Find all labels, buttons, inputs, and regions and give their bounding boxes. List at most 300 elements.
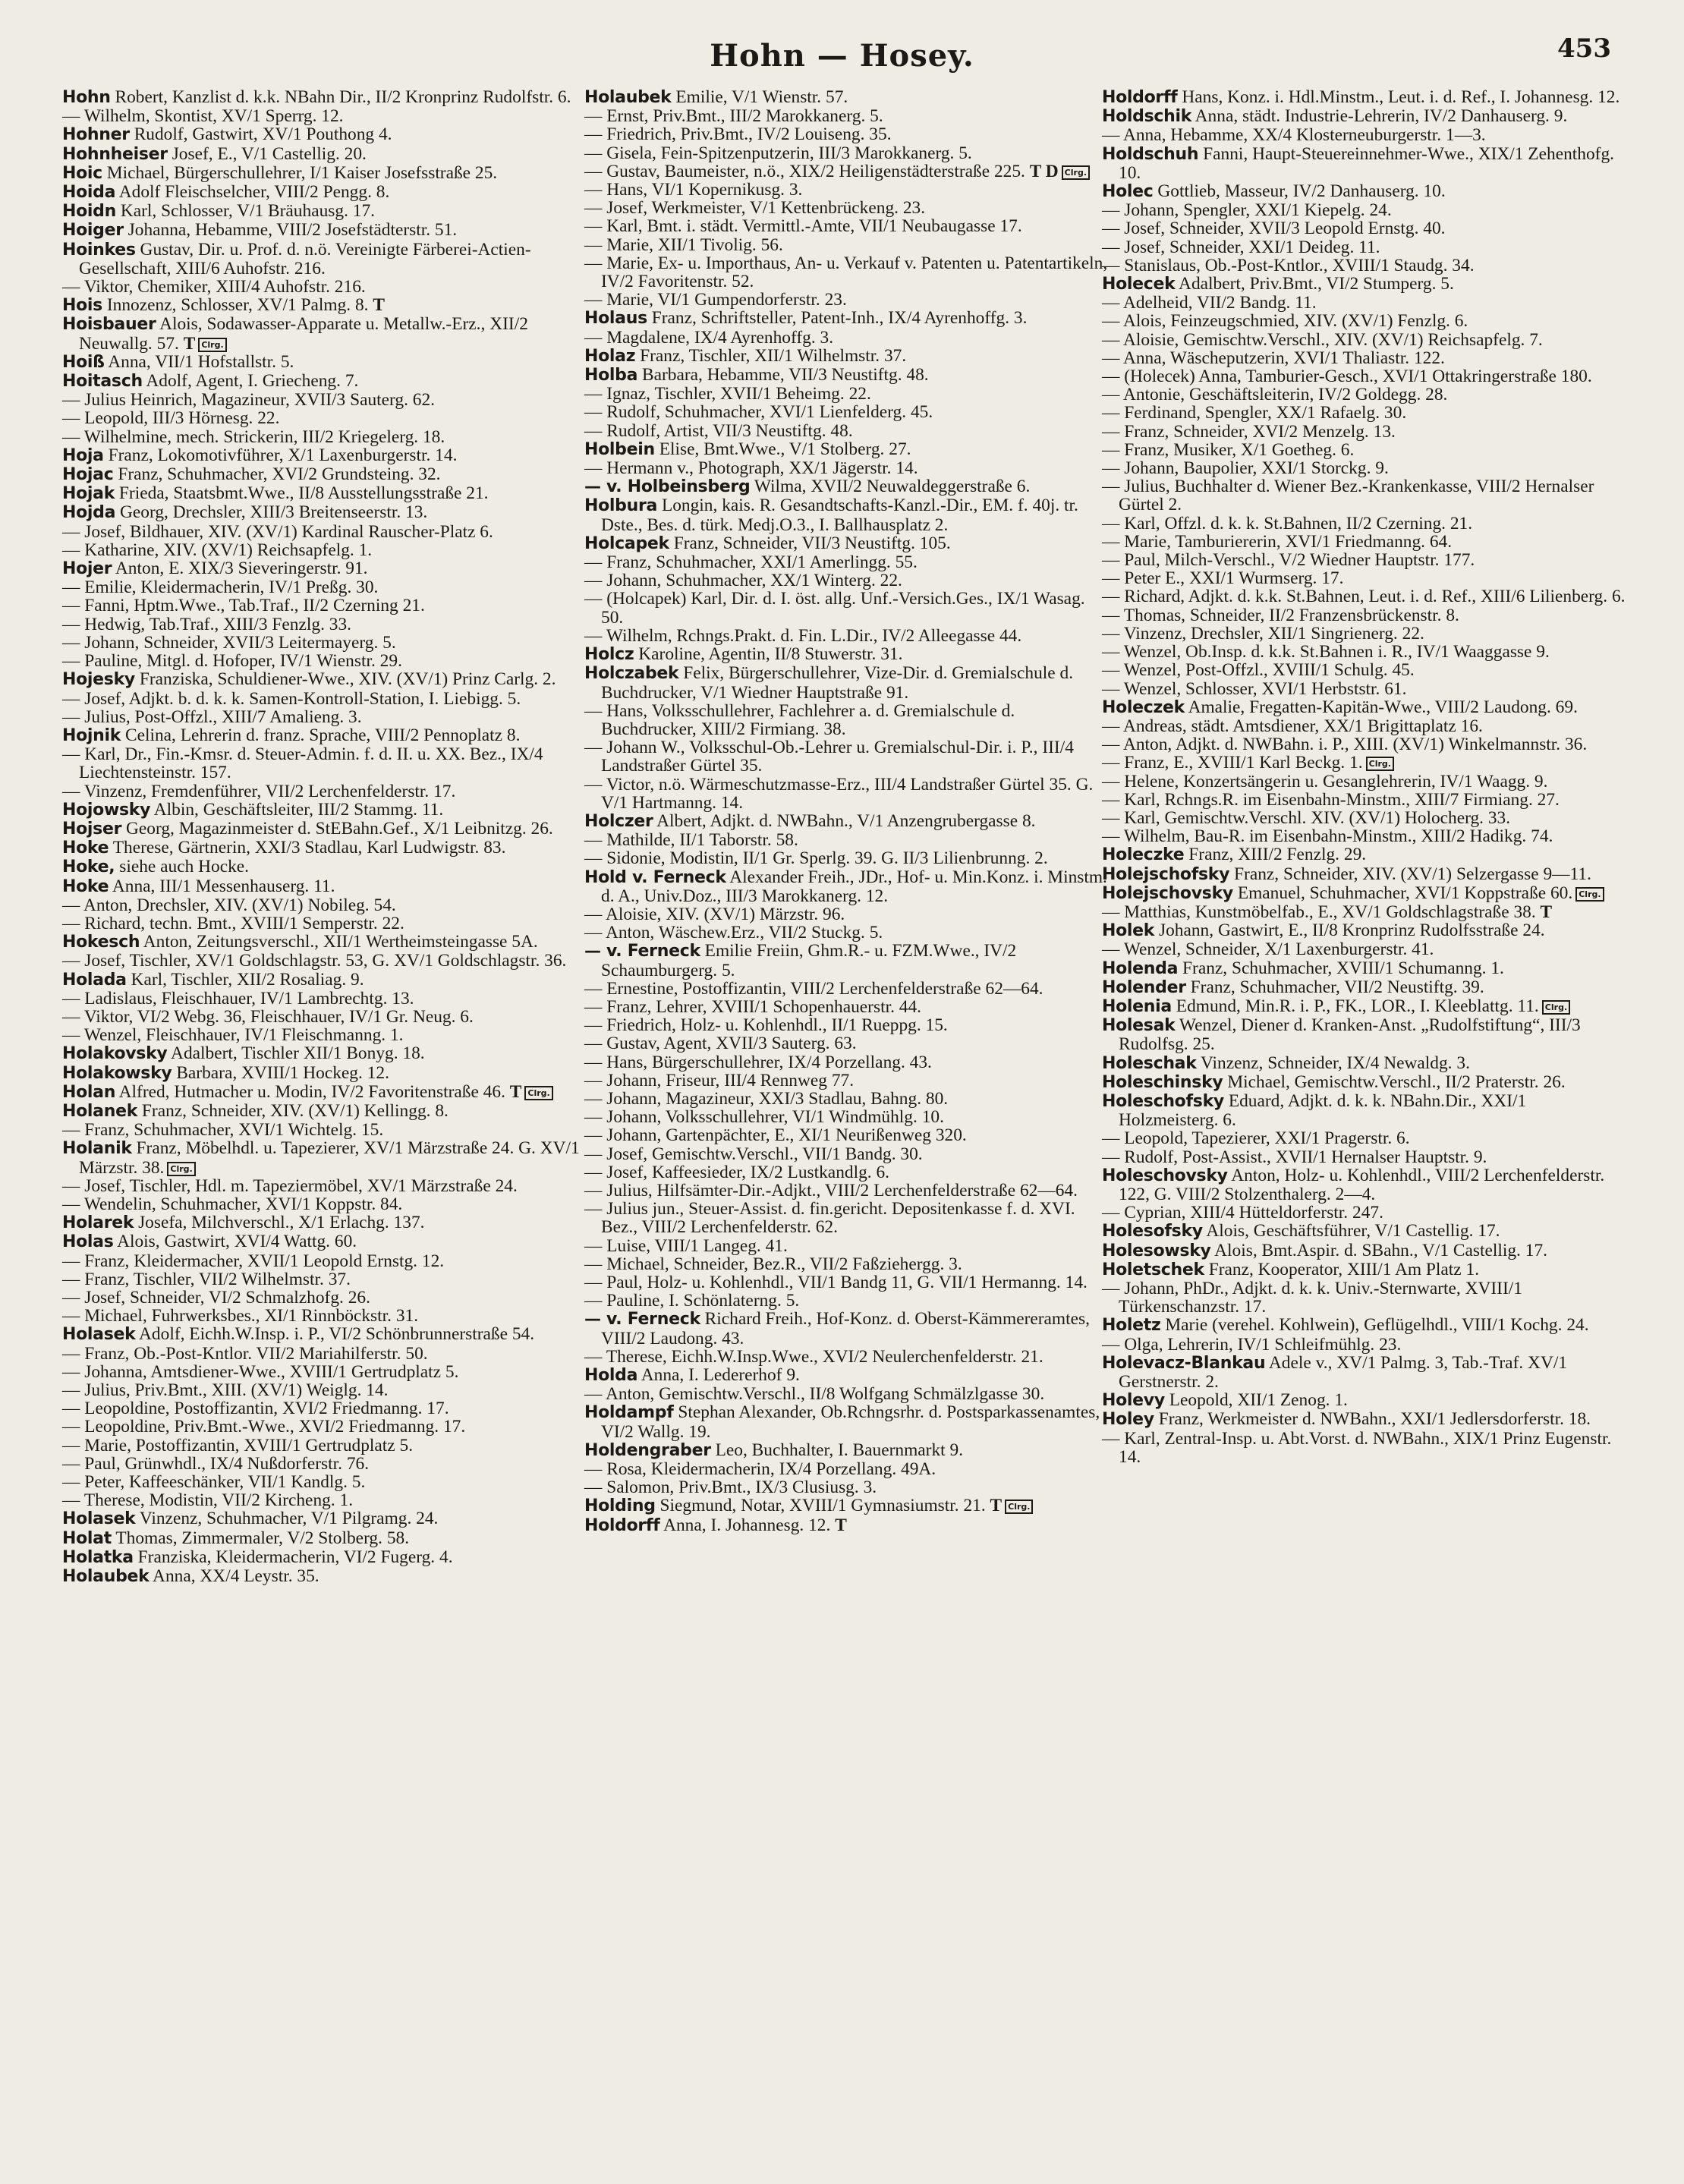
entry-details: — Anton, Wäschew.Erz., VII/2 Stuckg. 5. [584, 923, 883, 943]
directory-entry [62, 877, 586, 896]
entry-surname: Holdschuh [1102, 144, 1199, 164]
directory-entry [62, 820, 586, 839]
entry-surname: Hoinkes [62, 240, 136, 260]
entry-details: — Josef, Bildhauer, XIV. (XV/1) Kardinal Rauscher-Platz 6. [62, 521, 493, 542]
directory-entry [1102, 903, 1626, 921]
entry-details: — Hans, VI/1 Kopernikusg. 3. [584, 180, 803, 200]
entry-details: — (Holecek) Anna, Tamburier-Gesch., XVI/1 Ottakringerstraße 180. [1102, 367, 1592, 387]
entry-details: Fanni, Haupt-Steuereinnehmer-Wwe., XIX/1 Zehenthofg. 10. [1119, 143, 1614, 183]
directory-entry [584, 1516, 1108, 1535]
entry-details: — Adelheid, VII/2 Bandg. 11. [1102, 293, 1317, 313]
entry-details: Alfred, Hutmacher u. Modin, IV/2 Favoritenstraße 46. [118, 1081, 505, 1102]
entry-surname: Holeczek [1102, 697, 1185, 717]
directory-entry [584, 1034, 1108, 1053]
directory-entry [62, 503, 586, 522]
directory-entry [1102, 1204, 1626, 1222]
entry-details: Franz, Möbelhdl. u. Tapezierer, XV/1 Märzstraße 24. G. XV/1 Märzstr. 38. [79, 1138, 580, 1178]
entry-surname: Holat [62, 1528, 112, 1548]
entry-details: — Katharine, XIV. (XV/1) Reichsapfelg. 1. [62, 540, 373, 560]
directory-entry [1102, 441, 1626, 459]
entry-details: — Therese, Modistin, VII/2 Kircheng. 1. [62, 1490, 354, 1511]
entry-details: Franz, Kooperator, XIII/1 Am Platz 1. [1208, 1259, 1480, 1279]
entry-details: — Ernestine, Postoffizantin, VIII/2 Lerchenfelderstraße 62—64. [584, 978, 1043, 999]
directory-entry [584, 291, 1108, 309]
directory-entry [1102, 884, 1626, 903]
entry-details: — Wilhelmine, mech. Strickerin, III/2 Kriegelerg. 18. [62, 426, 445, 447]
entry-surname: Holakovsky [62, 1044, 168, 1064]
entry-surname: Hoiß [62, 352, 105, 372]
directory-entry [1102, 1222, 1626, 1241]
entry-surname: Hoke, [62, 858, 115, 877]
directory-entry [1102, 533, 1626, 551]
entry-details: — Wilhelm, Bau-R. im Eisenbahn-Minstm., XIII/2 Hadikg. 74. [1102, 826, 1553, 847]
directory-entry [62, 164, 586, 183]
directory-entry [62, 578, 586, 596]
directory-entry [584, 1072, 1108, 1090]
entry-details: — Julius, Post-Offzl., XIII/7 Amalieng. 3. [62, 706, 362, 727]
column-3 [1102, 88, 1626, 1466]
entry-details: — Peter, Kaffeeschänker, VII/1 Kandlg. 5. [62, 1472, 366, 1493]
entry-surname: Holasek [62, 1325, 136, 1345]
telephone-mark: T [509, 1081, 522, 1102]
entry-details: — Leopoldine, Postoffizantin, XVI/2 Friedmanng. 17. [62, 1399, 449, 1419]
directory-entry [62, 1437, 586, 1455]
directory-entry [62, 1363, 586, 1381]
directory-entry [1102, 1391, 1626, 1410]
directory-entry [62, 145, 586, 164]
entry-details: — Wenzel, Ob.Insp. d. k.k. St.Bahnen i. R., IV/1 Waaggasse 9. [1102, 642, 1550, 662]
entry-surname: Holek [1102, 921, 1155, 941]
telephone-mark: T [1540, 902, 1553, 922]
clearing-badge: Clrg. [1005, 1500, 1033, 1514]
entry-surname: Holey [1102, 1410, 1154, 1430]
entry-details: — Pauline, Mitgl. d. Hofoper, IV/1 Wienstr. 29. [62, 651, 402, 672]
directory-entry [62, 634, 586, 652]
directory-entry [62, 1102, 586, 1121]
entry-details: Vinzenz, Schneider, IX/4 Newaldg. 3. [1201, 1053, 1470, 1073]
entry-details: — Fanni, Hptm.Wwe., Tab.Traf., II/2 Czerning 21. [62, 596, 425, 616]
entry-details: — Paul, Holz- u. Kohlenhdl., VII/1 Bandg 11, G. VII/1 Hermanng. 14. [584, 1273, 1088, 1292]
entry-details: — Aloisie, XIV. (XV/1) Märzstr. 96. [584, 904, 845, 924]
directory-entry [1102, 201, 1626, 219]
entry-details: — Stanislaus, Ob.-Post-Kntlor., XVIII/1 Staudg. 34. [1102, 255, 1475, 275]
entry-details: — Leopoldine, Priv.Bmt.-Wwe., XVI/2 Friedmanng. 17. [62, 1417, 466, 1437]
directory-entry [62, 596, 586, 615]
directory-entry [62, 952, 586, 970]
entry-details: — Josef, Schneider, VI/2 Schmalzhofg. 26. [62, 1288, 370, 1308]
entry-details: Vinzenz, Schuhmacher, V/1 Pilgramg. 24. [139, 1509, 439, 1529]
directory-entry [584, 553, 1108, 571]
directory-entry [62, 1345, 586, 1363]
entry-details: Therese, Gärtnerin, XXI/3 Stadlau, Karl Ludwigstr. 83. [112, 838, 506, 858]
entry-details: Anna, III/1 Messenhauserg. 11. [112, 876, 335, 896]
directory-entry [584, 1182, 1108, 1200]
entry-details: Alois, Geschäftsführer, V/1 Castellig. 17. [1206, 1221, 1500, 1241]
entry-details: Stephan Alexander, Ob.Rchngsrhr. d. Postsparkassenamtes, VI/2 Wallg. 19. [601, 1402, 1100, 1442]
entry-details: Josef, E., V/1 Castellig. 20. [172, 143, 367, 164]
entry-details: — Franz, Schuhmacher, XVI/1 Wichtelg. 15. [62, 1120, 384, 1141]
entry-details: — Emilie, Kleidermacherin, IV/1 Preßg. 30. [62, 577, 379, 598]
directory-entry [1102, 386, 1626, 404]
entry-details: — Josef, Adjkt. b. d. k. k. Samen-Kontroll-Station, I. Liebigg. 5. [62, 688, 521, 709]
entry-details: — Johann W., Volksschul-Ob.-Lehrer u. Gremialschul-Dir. i. P., III/4 Landstraßer Gürtel 35. [584, 738, 1074, 776]
entry-details: Alois, Bmt.Aspir. d. SBahn., V/1 Castellig. 17. [1214, 1240, 1547, 1260]
directory-entry [584, 403, 1108, 421]
entry-details: — Johann, Schneider, XVII/3 Leitermayerg. 5. [62, 632, 396, 653]
entry-surname: Hojda [62, 503, 116, 523]
directory-entry [1102, 1073, 1626, 1092]
directory-entry [62, 353, 586, 372]
directory-entry [1102, 275, 1626, 294]
entry-surname: Holdampf [584, 1403, 674, 1423]
directory-entry [62, 652, 586, 670]
directory-entry [62, 125, 586, 144]
directory-entry [62, 1270, 586, 1289]
entry-surname: Hojac [62, 465, 114, 485]
entry-details: Celina, Lehrerin d. franz. Sprache, VIII/2 Pennoplatz 8. [124, 725, 521, 745]
directory-entry [584, 1126, 1108, 1144]
telephone-mark: T D [1029, 161, 1059, 181]
entry-surname: Hoic [62, 163, 102, 183]
entry-details: Emilie, V/1 Wienstr. 57. [675, 87, 848, 107]
directory-entry [1102, 404, 1626, 422]
entry-details: — Rudolf, Artist, VII/3 Neustiftg. 48. [584, 420, 853, 441]
directory-entry [584, 107, 1108, 125]
entry-surname: Holevy [1102, 1391, 1165, 1411]
entry-surname: Holenda [1102, 958, 1179, 978]
entry-surname: Holeczke [1102, 845, 1185, 865]
entry-details: Adele v., XV/1 Palmg. 3, Tab.-Traf. XV/1 Gerstnerstr. 2. [1119, 1352, 1568, 1393]
directory-entry [584, 590, 1108, 626]
entry-details: — Franz, Kleidermacher, XVII/1 Leopold Ernstg. 12. [62, 1251, 445, 1271]
entry-details: Georg, Magazinmeister d. StEBahn.Gef., X/1 Leibnitzg. 26. [126, 818, 553, 839]
directory-entry [62, 465, 586, 484]
directory-entry [1102, 698, 1626, 717]
entry-details: Adalbert, Tischler XII/1 Bonyg. 18. [171, 1043, 425, 1064]
directory-entry [62, 971, 586, 990]
entry-details: — Julius, Priv.Bmt., XIII. (XV/1) Weiglg. 14. [62, 1380, 389, 1401]
directory-entry [62, 1399, 586, 1418]
entry-surname: Holan [62, 1082, 116, 1102]
entry-surname: Holasek [62, 1509, 136, 1529]
entry-details: — Helene, Konzertsängerin u. Gesanglehrerin, IV/1 Waagg. 9. [1102, 771, 1548, 791]
entry-surname: Hojnik [62, 725, 121, 745]
entry-details: Anton, Holz- u. Kohlenhdl., VIII/2 Lerchenfelderstr. 122, G. VIII/2 Stolzenthalerg. 2—4. [1119, 1165, 1605, 1204]
directory-entry [62, 391, 586, 409]
entry-details: — Matthias, Kunstmöbelfab., E., XV/1 Goldschlagstraße 38. [1102, 902, 1536, 922]
entry-details: — Gisela, Fein-Spitzenputzerin, III/3 Marokkanerg. 5. [584, 143, 972, 163]
entry-surname: Holejschofsky [1102, 864, 1230, 884]
entry-details: Leo, Buchhalter, I. Bauernmarkt 9. [715, 1440, 964, 1460]
entry-details: — Franz, Musiker, X/1 Goetheg. 6. [1102, 439, 1355, 460]
directory-entry [1102, 643, 1626, 661]
entry-details: siehe auch Hocke. [119, 857, 250, 877]
entry-surname: Holakowsky [62, 1063, 172, 1083]
directory-entry [584, 1090, 1108, 1108]
entry-details: — Viktor, VI/2 Webg. 36, Fleischhauer, IV/1 Gr. Neug. 6. [62, 1006, 474, 1027]
directory-entry [1102, 1354, 1626, 1391]
entry-details: — Richard, Adjkt. d. k.k. St.Bahnen, Leut. i. d. Ref., XIII/6 Lilienberg. 6. [1102, 587, 1626, 607]
directory-entry [1102, 827, 1626, 845]
directory-entry [1102, 1092, 1626, 1129]
entry-details: — Julius, Hilfsämter-Dir.-Adjkt., VIII/2 Lerchenfelderstraße 62—64. [584, 1180, 1078, 1201]
entry-details: — Vinzenz, Fremdenführer, VII/2 Lerchenfelderstr. 17. [62, 781, 456, 801]
entry-surname: Holanek [62, 1101, 138, 1121]
directory-entry [62, 1232, 586, 1251]
directory-entry [584, 1016, 1108, 1034]
entry-surname: Hojer [62, 559, 112, 579]
directory-entry [1102, 1148, 1626, 1166]
entry-details: — Peter E., XXI/1 Wurmserg. 17. [1102, 568, 1344, 589]
entry-details: — Pauline, I. Schönlaterng. 5. [584, 1291, 800, 1311]
entry-details: — Olga, Lehrerin, IV/1 Schleifmühlg. 23. [1102, 1334, 1402, 1355]
entry-details: — Karl, Offzl. d. k. k. St.Bahnen, II/2 Czerning. 21. [1102, 513, 1473, 533]
entry-details: — Julius jun., Steuer-Assist. d. fin.gericht. Depositenkasse f. d. XVI. Bez., VIII/2 Lerchenfelderstr. 62. [584, 1199, 1075, 1238]
entry-details: — Josef, Tischler, XV/1 Goldschlagstr. 53, G. XV/1 Goldschlagstr. 36. [62, 951, 567, 971]
clearing-badge: Clrg. [198, 338, 226, 352]
directory-entry [1102, 349, 1626, 367]
directory-entry [584, 217, 1108, 235]
entry-details: — Johann, Spengler, XXI/1 Kiepelg. 24. [1102, 200, 1392, 221]
entry-details: Franz, Schneider, VII/3 Neustiftg. 105. [673, 533, 951, 553]
directory-entry [62, 1289, 586, 1307]
directory-entry [1102, 88, 1626, 107]
entry-surname: Holeschinsky [1102, 1072, 1223, 1092]
entry-surname: Hojser [62, 819, 122, 839]
directory-entry [1102, 1241, 1626, 1260]
directory-entry [584, 1366, 1108, 1385]
entry-surname: Hoja [62, 445, 104, 465]
entry-details: — Johann, Friseur, III/4 Rennweg 77. [584, 1070, 855, 1090]
directory-entry [1102, 865, 1626, 884]
directory-entry [1102, 551, 1626, 569]
running-head: Hohn — Hosey. [710, 38, 974, 74]
entry-details: — Karl, Gemischtw.Verschl. XIV. (XV/1) Holocherg. 33. [1102, 807, 1511, 828]
entry-details: — Rudolf, Schuhmacher, XVI/1 Lienfelderg. 45. [584, 402, 933, 423]
entry-details: Thomas, Zimmermaler, V/2 Stolberg. 58. [115, 1528, 410, 1548]
entry-surname: Hold v. Ferneck [584, 867, 726, 887]
entry-details: Siegmund, Notar, XVIII/1 Gymnasiumstr. 21. [659, 1496, 986, 1516]
entry-details: — Rosa, Kleidermacherin, IX/4 Porzellang. 49A. [584, 1459, 936, 1480]
directory-entry [1102, 587, 1626, 606]
directory-entry [584, 366, 1108, 385]
directory-entry [584, 738, 1108, 775]
directory-entry [584, 1478, 1108, 1496]
entry-details: — Josef, Werkmeister, V/1 Kettenbrückeng. 23. [584, 198, 926, 219]
directory-entry [584, 477, 1108, 496]
directory-entry [62, 559, 586, 578]
directory-entry [584, 776, 1108, 812]
directory-entry [1102, 182, 1626, 201]
entry-surname: Holetschek [1102, 1260, 1204, 1279]
directory-entry [1102, 1129, 1626, 1147]
directory-entry [1102, 940, 1626, 958]
entry-details: — Johann, Gartenpächter, E., XI/1 Neurißenweg 320. [584, 1125, 967, 1146]
entry-details: — Karl, Dr., Fin.-Kmsr. d. Steuer-Admin. f. d. II. u. XX. Bez., IX/4 Liechtensteinstr. 157. [62, 744, 543, 783]
entry-details: — Ignaz, Tischler, XVII/1 Beheimg. 22. [584, 384, 871, 404]
entry-details: — Hermann v., Photograph, XX/1 Jägerstr. 14. [584, 458, 918, 479]
directory-entry [62, 896, 586, 914]
directory-entry [1102, 1279, 1626, 1316]
page-header [0, 24, 1684, 77]
directory-entry [1102, 1316, 1626, 1335]
directory-entry [584, 831, 1108, 849]
entry-details: — Josef, Schneider, XVII/3 Leopold Ernstg. 40. [1102, 219, 1446, 239]
entry-details: — Franz, E., XVIII/1 Karl Beckg. 1. [1102, 753, 1363, 773]
entry-surname: Holeschofsky [1102, 1091, 1224, 1111]
entry-surname: Hohner [62, 125, 130, 145]
entry-surname: Holanik [62, 1139, 132, 1159]
clearing-badge: Clrg. [1542, 1000, 1570, 1015]
directory-entry [62, 670, 586, 689]
entry-details: — Johann, Baupolier, XXI/1 Storckg. 9. [1102, 458, 1389, 479]
directory-entry [62, 1008, 586, 1026]
entry-surname: Holda [584, 1366, 638, 1386]
directory-entry [62, 933, 586, 952]
entry-details: Frieda, Staatsbmt.Wwe., II/8 Ausstellungsstraße 21. [118, 483, 489, 504]
directory-entry [584, 980, 1108, 998]
clearing-badge: Clrg. [167, 1162, 195, 1176]
directory-entry [1102, 1016, 1626, 1053]
entry-details: Felix, Bürgerschullehrer, Vize-Dir. d. Gremialschule d. Buchdrucker, V/1 Wiedner Hauptstraße 91. [601, 663, 1074, 703]
entry-surname: Hoidn [62, 202, 116, 222]
entry-details: Franz, Schneider, XIV. (XV/1) Selzergasse 9—11. [1234, 864, 1591, 884]
entry-details: Franz, Tischler, XII/1 Wilhelmstr. 37. [640, 345, 907, 366]
entry-details: — Hedwig, Tab.Traf., XIII/3 Fenzlg. 33. [62, 614, 352, 634]
directory-entry [62, 1044, 586, 1063]
directory-entry [62, 1307, 586, 1325]
directory-entry [62, 1064, 586, 1083]
directory-entry [584, 1200, 1108, 1236]
directory-entry [62, 745, 586, 782]
entry-details: — Julius Heinrich, Magazineur, XVII/3 Sauterg. 62. [62, 390, 436, 411]
directory-entry [62, 107, 586, 125]
directory-entry [1102, 1166, 1626, 1204]
directory-entry [62, 1381, 586, 1399]
directory-entry [1102, 107, 1626, 126]
entry-details: — Richard, techn. Bmt., XVIII/1 Semperstr. 22. [62, 913, 404, 933]
directory-entry [584, 199, 1108, 217]
entry-details: — Johann, Volksschullehrer, VI/1 Windmühlg. 10. [584, 1107, 944, 1128]
entry-details: — Michael, Fuhrwerksbes., XI/1 Rinnböckstr. 31. [62, 1306, 419, 1326]
entry-surname: — v. Holbeinsberg [584, 477, 751, 497]
entry-details: — Anna, Hebamme, XX/4 Klosterneuburgerstr. 1—3. [1102, 125, 1486, 146]
directory-entry [584, 347, 1108, 366]
directory-entry [62, 1083, 586, 1102]
entry-details: — Anna, Wäscheputzerin, XVI/1 Thaliastr. 122. [1102, 348, 1445, 368]
directory-entry [584, 125, 1108, 143]
directory-entry [62, 446, 586, 465]
entry-details: — Gustav, Agent, XVII/3 Sauterg. 63. [584, 1034, 857, 1054]
directory-entry [1102, 845, 1626, 864]
entry-details: — Sidonie, Modistin, II/1 Gr. Sperlg. 39. G. II/3 Lilienbrunng. 2. [584, 848, 1048, 869]
directory-entry [62, 1455, 586, 1473]
directory-entry [584, 645, 1108, 664]
entry-details: Emilie Freiin, Ghm.R.- u. FZM.Wwe., IV/2 Schaumburgerg. 5. [601, 941, 1017, 980]
directory-entry [62, 782, 586, 801]
column-1 [62, 88, 586, 1586]
entry-details: Anna, XX/4 Leystr. 35. [153, 1566, 319, 1587]
directory-entry [584, 329, 1108, 347]
entry-details: Karoline, Agentin, II/8 Stuwerstr. 31. [638, 644, 903, 665]
directory-entry [1102, 978, 1626, 997]
entry-details: — Hans, Bürgerschullehrer, IX/4 Porzellang. 43. [584, 1052, 932, 1072]
directory-entry [1102, 773, 1626, 791]
directory-entry [584, 1403, 1108, 1440]
entry-details: — Wilhelm, Rchngs.Prakt. d. Fin. L.Dir., IV/2 Alleegasse 44. [584, 625, 1022, 646]
entry-details: Elise, Bmt.Wwe., V/1 Stolberg. 27. [659, 439, 911, 459]
entry-surname: Hoisbauer [62, 315, 156, 335]
entry-details: Eduard, Adjkt. d. k. k. NBahn.Dir., XXI/1 Holzmeisterg. 6. [1119, 1090, 1527, 1131]
entry-details: — Wenzel, Post-Offzl., XVIII/1 Schulg. 45. [1102, 660, 1415, 681]
directory-entry [1102, 754, 1626, 772]
entry-details: Karl, Schlosser, V/1 Bräuhausg. 17. [120, 201, 375, 222]
entry-details: Karl, Tischler, XII/2 Rosaliag. 9. [131, 969, 364, 990]
entry-details: Franz, Werkmeister d. NWBahn., XXI/1 Jedlersdorferstr. 18. [1158, 1409, 1591, 1430]
directory-entry [584, 1310, 1108, 1347]
directory-entry [584, 496, 1108, 533]
entry-details: — Anton, Adjkt. d. NWBahn. i. P., XIII. (XV/1) Winkelmannstr. 36. [1102, 735, 1588, 755]
clearing-badge: Clrg. [1366, 757, 1394, 771]
entry-surname: Holada [62, 970, 127, 990]
directory-entry [1102, 959, 1626, 978]
entry-details: — Vinzenz, Drechsler, XII/1 Singrienerg. 22. [1102, 623, 1424, 644]
entry-details: — Wendelin, Schuhmacher, XVI/1 Koppstr. 84. [62, 1194, 403, 1214]
entry-surname: Holbein [584, 439, 655, 459]
entry-surname: Holcz [584, 645, 634, 665]
directory-entry [1102, 1260, 1626, 1279]
entry-details: — Wenzel, Schneider, X/1 Laxenburgerstr. 41. [1102, 939, 1434, 960]
entry-surname: Hoke [62, 876, 109, 896]
directory-entry [1102, 331, 1626, 349]
directory-entry [62, 88, 586, 107]
telephone-mark: T [835, 1515, 847, 1535]
entry-details: — Wenzel, Schlosser, XVI/1 Herbststr. 61. [1102, 678, 1407, 699]
entry-details: — Alois, Feinzeugschmied, XIV. (XV/1) Fenzlg. 6. [1102, 311, 1468, 332]
entry-details: — Leopold, III/3 Hörnesg. 22. [62, 408, 280, 429]
entry-surname: Holec [1102, 182, 1154, 202]
entry-details: — Aloisie, Gemischtw.Verschl., XIV. (XV/1) Reichsapfelg. 7. [1102, 329, 1543, 350]
entry-surname: Holarek [62, 1213, 134, 1233]
entry-details: — (Holcapek) Karl, Dir. d. I. öst. allg. Unf.-Versich.Ges., IX/1 Wasag. 50. [584, 589, 1085, 628]
directory-entry [62, 315, 586, 352]
entry-details: Johanna, Hebamme, VIII/2 Josefstädterstr. 51. [127, 220, 458, 241]
entry-details: Franz, Schneider, XIV. (XV/1) Kellingg. 8. [141, 1100, 449, 1121]
directory-entry [62, 690, 586, 708]
entry-details: Adolf, Agent, I. Griecheng. 7. [146, 371, 359, 392]
entry-details: Adalbert, Priv.Bmt., VI/2 Stumperg. 5. [1179, 274, 1454, 294]
entry-surname: Holdschik [1102, 107, 1192, 127]
entry-details: — Julius, Buchhalter d. Wiener Bez.-Krankenkasse, VIII/2 Hernalser Gürtel 2. [1102, 477, 1594, 515]
directory-entry [1102, 1410, 1626, 1429]
directory-entry [584, 1237, 1108, 1255]
entry-details: — Josef, Kaffeesieder, IX/2 Lustkandlg. 6. [584, 1162, 890, 1182]
entry-details: — Franz, Schuhmacher, XXI/1 Amerlingg. 55. [584, 552, 918, 573]
directory-entry [584, 309, 1108, 328]
entry-details: — Ernst, Priv.Bmt., III/2 Marokkanerg. 5. [584, 106, 883, 127]
directory-entry [62, 839, 586, 858]
directory-entry [1102, 312, 1626, 330]
entry-details: — Marie, VI/1 Gumpendorferstr. 23. [584, 290, 847, 310]
directory-entry [62, 183, 586, 202]
directory-entry [1102, 791, 1626, 809]
entry-details: Franz, Lokomotivführer, X/1 Laxenburgerstr. 14. [108, 445, 458, 465]
directory-entry [62, 296, 586, 315]
directory-entry [584, 1460, 1108, 1478]
entry-details: Adolf Fleischselcher, VIII/2 Pengg. 8. [118, 182, 390, 203]
entry-details: — Hans, Volksschullehrer, Fachlehrer a. d. Gremialschule d. Buchdrucker, XIII/2 Firmiang. 38. [584, 700, 1015, 739]
entry-surname: — v. Ferneck [584, 1310, 700, 1330]
